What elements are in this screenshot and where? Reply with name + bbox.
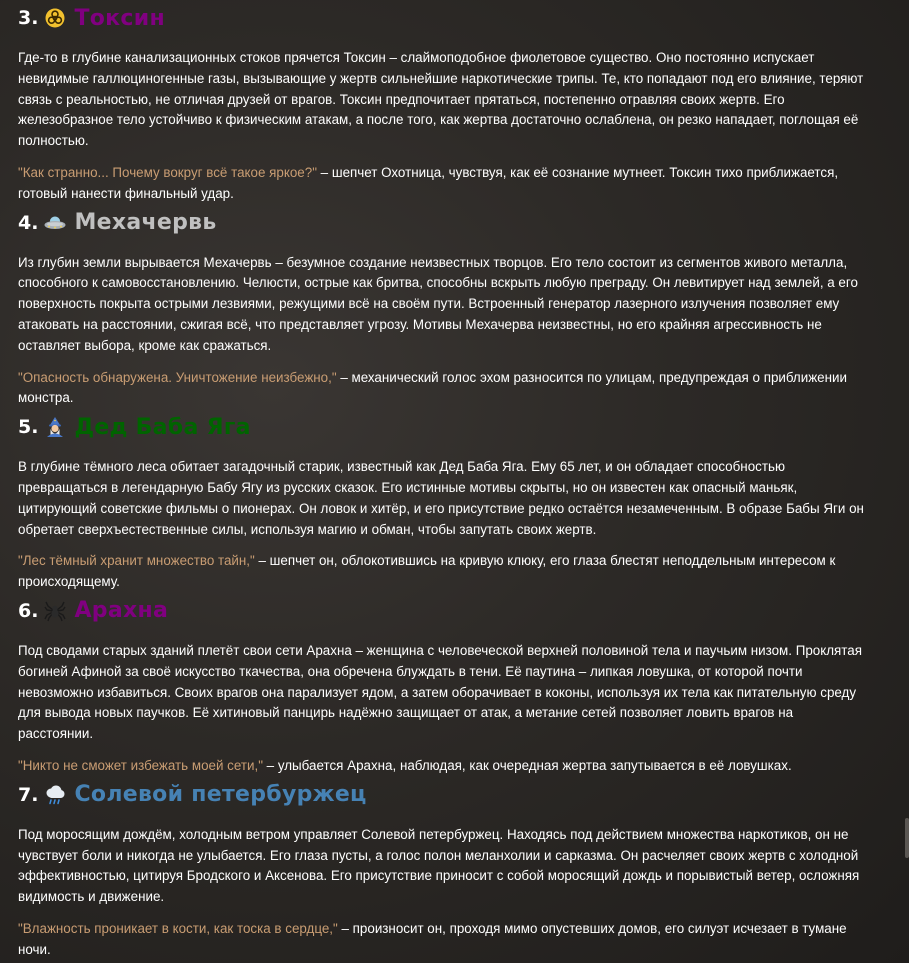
quote-text: "Опасность обнаружена. Уничтожение неизбежно," [18,369,337,385]
section-description: В глубине тёмного леса обитает загадочный старик, известный как Дед Баба Яга. Ему 65 лет, и он обладает способностью превращаться в легендарную Бабу Ягу из русских сказок. Его истинные мотивы скрыты, но он известен как опасный маньяк, цитирующий советские фильмы о пионерах. Он ловок и хитёр, и его присутствие редко остаётся незамеченным. В образе Бабы Яги он обретает сверхъестественные силы, используя магию и обман, чтобы запутать своих жертв. [18,459,864,537]
section-title: Мехачервь [74,210,217,236]
section-quote [18,919,866,961]
section-quote [18,163,866,205]
quote-text: "Влажность проникает в кости, как тоска в сердце," [18,920,338,936]
monster-section-mechaworm [18,205,866,410]
quote-narration: – улыбается Арахна, наблюдая, как очередная жертва запутывается в её ловушках. [262,757,792,773]
section-heading [18,409,866,445]
section-number: 7. [18,783,39,806]
section-description: Где-то в глубине канализационных стоков прячется Токсин – слаймоподобное фиолетовое существо. Оно постоянно испускает невидимые галлюциногенные газы, вызывающие у жертв сильнейшие наркотические трипы. Те, кто попадают под его влияние, теряют связь с реальностью, не отличая друзей от врагов. Токсин предпочитает прятаться, постепенно отравляя своих жертв. Его железобразное тело устойчиво к физическим атакам, а после того, как жертва достаточно ослаблена, он резко нападает, поглощая её полностью. [18,50,864,149]
monster-section-arachne [18,593,866,777]
section-number: 3. [18,7,39,29]
flying-saucer-icon [44,212,66,234]
monster-section-salt-petersburger [18,777,866,961]
quote-narration: – произносит он, проходя мимо опустевших домов, его силуэт исчезает в тумане ночи. [18,920,847,957]
section-title: Арахна [74,598,169,624]
section-heading [18,0,866,36]
monster-section-ded-baba-yaga [18,409,866,593]
section-heading [18,593,866,629]
section-number: 5. [18,416,39,439]
quote-narration: – шепчет он, облокотившись на кривую клюку, его глаза блестят неподдельным интересом к происходящему. [18,553,836,590]
section-quote [18,551,866,593]
section-number: 6. [18,599,39,622]
quote-text: "Как странно... Почему вокруг всё такое яркое?" [18,164,317,180]
quote-narration: – шепчет Охотница, чувствуя, как её сознание мутнеет. Токсин тихо приближается, готовый нанести финальный удар. [18,164,839,201]
article-content [18,0,866,961]
spider-icon [44,600,66,622]
section-title: Солевой петербуржец [74,782,367,808]
scrollbar-thumb[interactable] [905,818,909,858]
quote-text: "Лес тёмный хранит множество тайн," [18,553,255,569]
section-title: Токсин [74,5,165,31]
section-quote [18,756,866,777]
section-heading [18,777,866,813]
rain-cloud-icon [44,784,66,806]
mage-icon [44,416,66,438]
quote-narration: – механический голос эхом разносится по улицам, предупреждая о приближении монстра. [18,369,847,406]
section-title: Дед Баба Яга [74,414,251,440]
section-description: Под моросящим дождём, холодным ветром управляет Солевой петербуржец. Находясь под действием множества наркотиков, он не чувствует боли и никогда не улыбается. Его глаза пусты, а голос полон меланхолии и сарказма. Он расчеляет своих жертв с холодной эффективностью, цитируя Бродского и Аксенова. Его присутствие приносит с собой моросящий дождь и порывистый ветер, осложняя видимость и движение. [18,826,860,905]
section-description: Под сводами старых зданий плетёт свои сети Арахна – женщина с человеческой верхней половиной тела и паучьим низом. Проклятая богиней Афиной за своё искусство ткачества, она обречена блуждать в тени. Её паутина – липкая ловушка, от которой почти невозможно избавиться. Своих врагов она парализует ядом, а затем оборачивает в коконы, используя их тела как питательную среду для вывода новых паучков. Её хитиновый панцирь надёжно защищает от атак, а метание сетей позволяет ловить врагов на расстоянии. [18,642,862,742]
monster-section-toxin [18,0,866,205]
section-quote [18,368,866,410]
section-number: 4. [18,211,39,234]
section-heading [18,205,866,241]
quote-text: "Никто не сможет избежать моей сети," [18,757,263,773]
section-description: Из глубин земли вырывается Мехачервь – безумное создание неизвестных творцов. Его тело состоит из сегментов живого металла, способного к самовосстановлению. Челюсти, острые как бритва, способны вскрыть любую преграду. Он левитирует над землей, а его поверхность покрыта острыми лезвиями, режущими всё на своём пути. Встроенный генератор лазерного излучения позволяет ему атаковать на расстоянии, сжигая всё, что представляет угрозу. Мотивы Мехачерва неизвестны, но его крайняя агрессивность не оставляет выбора, кроме как сражаться. [18,254,858,353]
biohazard-icon [44,7,66,29]
